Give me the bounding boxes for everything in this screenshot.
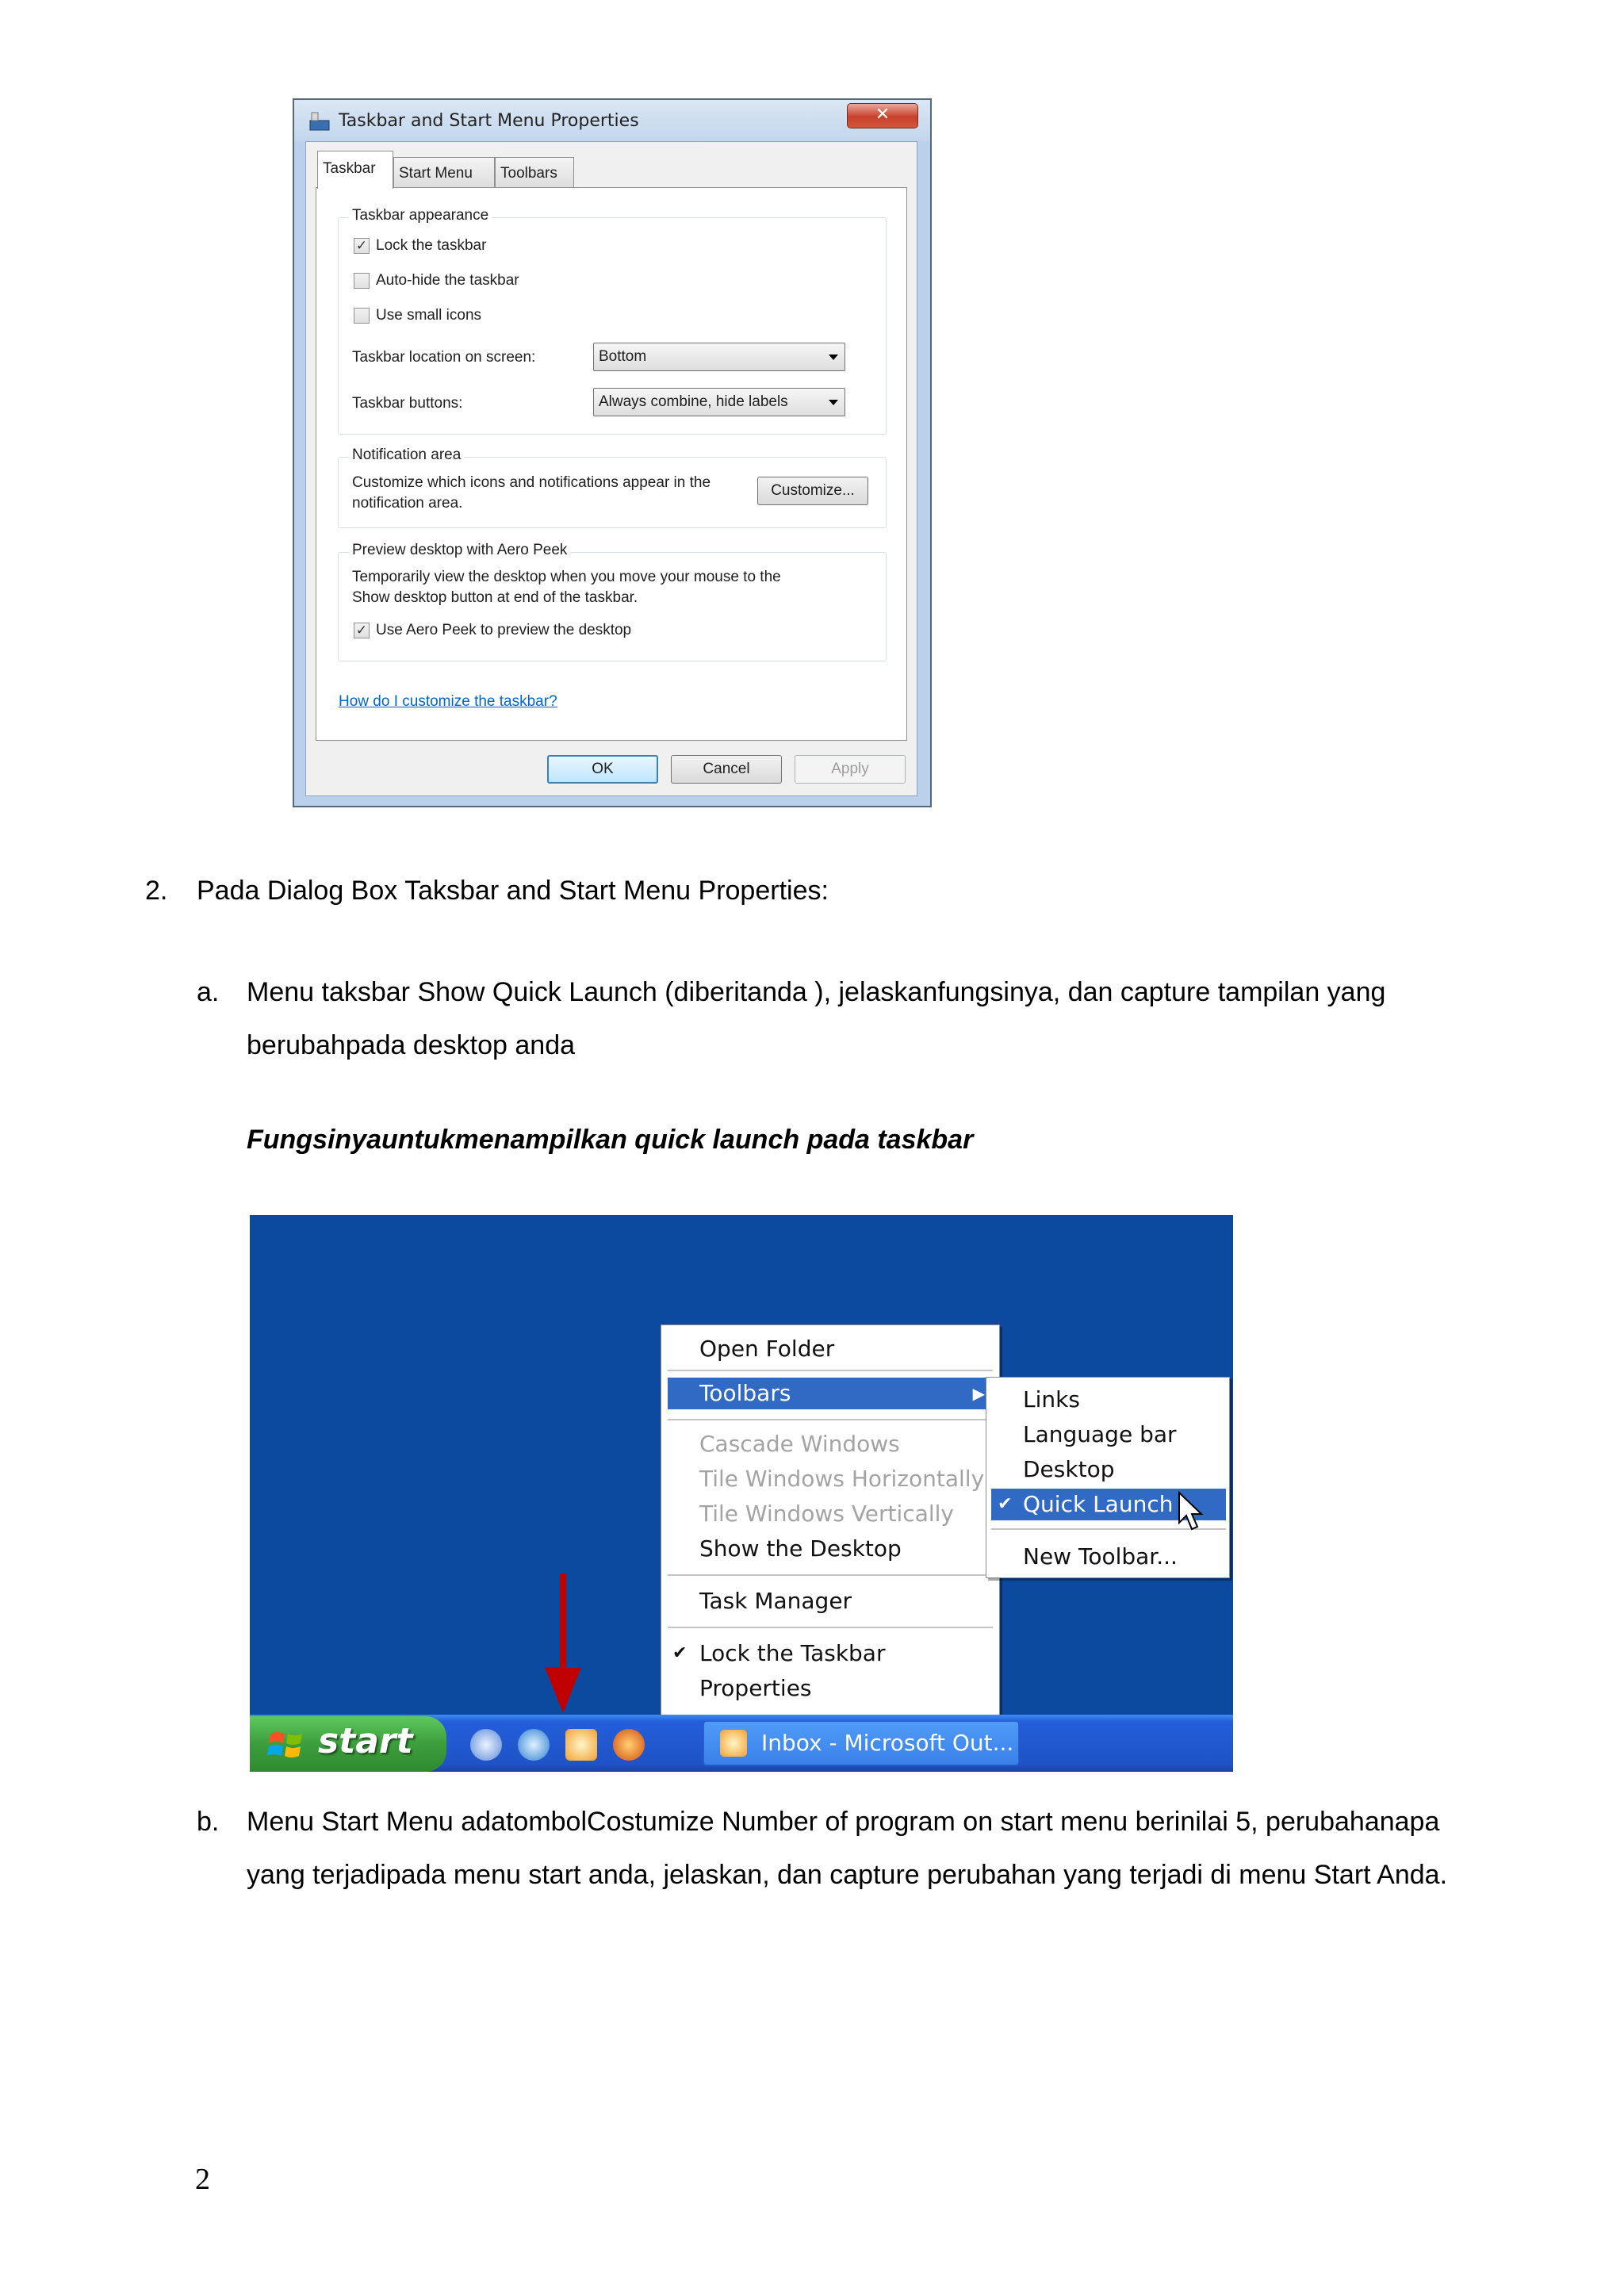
item-b-line-1: Menu Start Menu adatombolCostumize Number of program on start menu berinilai 5, perubahanapa [247, 1807, 1440, 1837]
menu-item-properties[interactable]: Properties [699, 1675, 812, 1701]
cancel-button[interactable]: Cancel [671, 755, 782, 784]
page-number: 2 [195, 2163, 210, 2196]
aero-peek-checkbox[interactable] [354, 623, 370, 638]
menu-item-tile-horizontal[interactable]: Tile Windows Horizontally [699, 1466, 985, 1492]
taskbar-item-inbox[interactable] [703, 1721, 1019, 1765]
small-icons-checkbox[interactable] [354, 308, 370, 324]
notification-text-2: notification area. [352, 495, 463, 512]
item-a-label: a. [197, 977, 220, 1007]
menu-item-toolbars[interactable] [668, 1378, 993, 1409]
xp-desktop-screenshot [250, 1215, 1233, 1772]
menu-separator [668, 1574, 993, 1576]
small-icons-label: Use small icons [376, 307, 482, 324]
check-icon: ✓ [355, 238, 368, 253]
firefox-icon[interactable] [613, 1729, 645, 1761]
taskbar-item-label: Inbox - Microsoft Out... [761, 1730, 1014, 1756]
menu-item-label: Toolbars [699, 1380, 791, 1406]
location-combo[interactable] [593, 343, 845, 371]
menu-item-label: Quick Launch [1023, 1491, 1174, 1517]
menu-separator [668, 1419, 993, 1420]
chevron-down-icon [829, 355, 838, 360]
start-button[interactable] [250, 1716, 446, 1772]
menu-item-open-folder[interactable]: Open Folder [699, 1336, 835, 1362]
item-a-line-1: Menu taksbar Show Quick Launch (diberitanda ), jelaskanfungsinya, dan capture tampilan yang [247, 977, 1386, 1007]
buttons-value: Always combine, hide labels [599, 393, 788, 410]
lock-taskbar-checkbox[interactable] [354, 238, 370, 254]
menu-item-task-manager[interactable]: Task Manager [699, 1588, 852, 1614]
menu-item-cascade[interactable]: Cascade Windows [699, 1431, 900, 1457]
tab-taskbar[interactable] [317, 151, 393, 189]
submenu-item-new-toolbar[interactable]: New Toolbar... [1023, 1543, 1178, 1570]
toolbars-submenu [986, 1377, 1230, 1578]
group-legend: Preview desktop with Aero Peek [349, 542, 570, 559]
notification-text-1: Customize which icons and notifications appear in the [352, 474, 711, 491]
lock-taskbar-label: Lock the taskbar [376, 237, 487, 254]
aero-text-1: Temporarily view the desktop when you move your mouse to the [352, 569, 781, 585]
taskbar-context-menu [661, 1324, 1000, 1724]
taskbar-app-icon [308, 109, 331, 132]
item-2-number: 2. [145, 876, 168, 906]
menu-item-lock-taskbar[interactable] [668, 1638, 993, 1669]
red-arrow-icon [542, 1573, 584, 1716]
check-icon: ✔ [998, 1494, 1013, 1514]
dialog-title: Taskbar and Start Menu Properties [339, 111, 639, 131]
item-b-line-2: yang terjadipada menu start anda, jelaskan, dan capture perubahan yang terjadi di menu Start Anda. [247, 1860, 1448, 1890]
autohide-label: Auto-hide the taskbar [376, 272, 519, 289]
internet-explorer-icon[interactable] [518, 1729, 550, 1761]
buttons-label: Taskbar buttons: [352, 395, 463, 412]
submenu-item-links[interactable]: Links [1023, 1386, 1080, 1412]
tab-label: Taskbar [323, 160, 376, 177]
tab-label: Start Menu [399, 165, 473, 182]
submenu-item-desktop[interactable]: Desktop [1023, 1456, 1115, 1482]
item-a-line-2: berubahpada desktop anda [247, 1030, 576, 1060]
chevron-down-icon [829, 400, 838, 405]
menu-separator [668, 1627, 993, 1628]
show-desktop-icon[interactable] [470, 1729, 502, 1761]
menu-item-show-desktop[interactable]: Show the Desktop [699, 1535, 902, 1562]
item-2-text: Pada Dialog Box Taksbar and Start Menu Properties: [197, 876, 829, 906]
customize-button[interactable]: Customize... [757, 477, 868, 505]
mouse-cursor-icon [1178, 1491, 1206, 1534]
outlook-icon[interactable] [565, 1729, 597, 1761]
dialog-title-bar[interactable] [294, 100, 930, 141]
tab-start-menu[interactable] [393, 157, 495, 189]
location-value: Bottom [599, 348, 647, 365]
help-link[interactable]: How do I customize the taskbar? [339, 693, 557, 710]
buttons-combo[interactable] [593, 388, 845, 416]
submenu-arrow-icon: ▶ [972, 1384, 985, 1403]
aero-peek-label: Use Aero Peek to preview the desktop [376, 622, 632, 638]
menu-item-label: Lock the Taskbar [699, 1640, 886, 1666]
group-legend: Taskbar appearance [349, 207, 492, 224]
aero-text-2: Show desktop button at end of the taskbar. [352, 589, 638, 606]
menu-item-tile-vertical[interactable]: Tile Windows Vertically [699, 1501, 954, 1527]
menu-separator [668, 1370, 993, 1371]
check-icon: ✓ [355, 623, 368, 638]
autohide-checkbox[interactable] [354, 273, 370, 289]
apply-button[interactable]: Apply [795, 755, 906, 784]
close-button[interactable] [847, 103, 918, 128]
answer-text: Fungsinyauntukmenampilkan quick launch pada taskbar [247, 1125, 974, 1155]
tab-toolbars[interactable] [495, 157, 574, 189]
start-label: start [318, 1721, 413, 1761]
tab-label: Toolbars [500, 165, 557, 182]
location-label: Taskbar location on screen: [352, 349, 536, 366]
submenu-item-language-bar[interactable]: Language bar [1023, 1421, 1177, 1447]
item-b-label: b. [197, 1807, 220, 1837]
close-icon: ✕ [875, 105, 891, 125]
ok-button[interactable]: OK [547, 755, 658, 784]
windows-logo-icon [267, 1729, 305, 1761]
outlook-icon [720, 1730, 747, 1757]
group-legend: Notification area [349, 447, 464, 464]
check-icon: ✔ [672, 1643, 688, 1663]
